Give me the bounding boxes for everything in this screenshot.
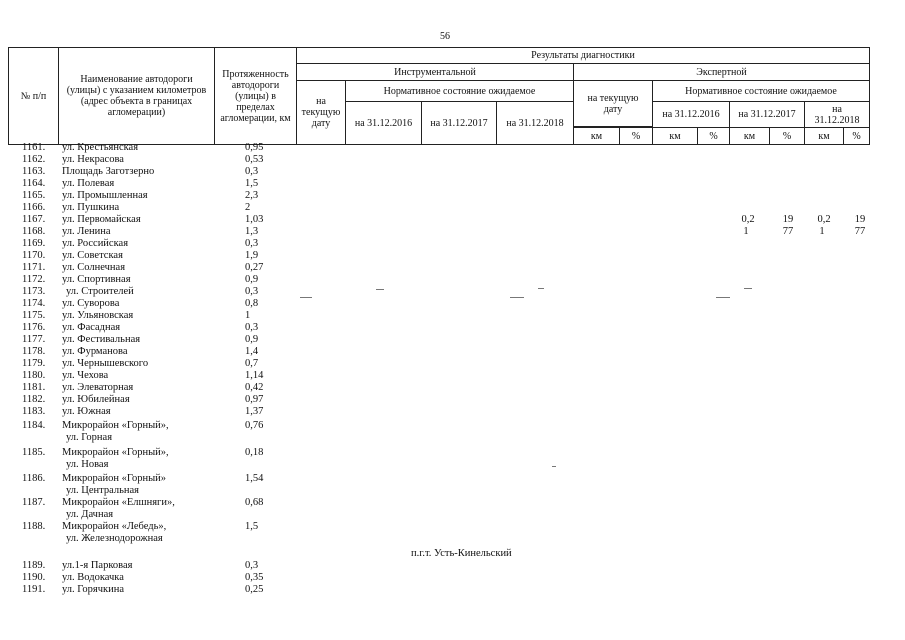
road-length: 1,5: [245, 178, 259, 189]
road-length: 0,42: [245, 382, 264, 393]
row-number: 1182.: [22, 394, 46, 405]
road-length: 0,7: [245, 358, 259, 369]
col-name-header: [58, 47, 215, 145]
table-row: [0, 202, 905, 214]
road-name: ул. Пушкина: [62, 202, 120, 213]
instr-normative-label: Нормативное состояние ожидаемое: [383, 85, 536, 97]
road-length: 0,53: [245, 154, 264, 165]
exp-2017-pct-value: 19: [782, 214, 794, 225]
row-number: 1173.: [22, 286, 46, 297]
exp-2018-label: на 31.12.2018: [814, 103, 860, 126]
table-row: [0, 322, 905, 334]
row-number: 1189.: [22, 560, 46, 571]
row-number: 1172.: [22, 274, 46, 285]
expert-label: Экспертной: [696, 66, 747, 78]
road-length: 0,25: [245, 584, 264, 595]
road-length: 0,95: [245, 142, 264, 153]
scan-speck: [744, 288, 752, 289]
results-label: Результаты диагностики: [531, 50, 635, 61]
instr-normative-header: [345, 80, 574, 102]
unit-pct: %: [782, 130, 792, 142]
row-number: 1174.: [22, 298, 46, 309]
unit-pct: %: [631, 130, 641, 142]
exp-2018-km-value: 1: [819, 226, 825, 237]
exp-current-date-header: [573, 80, 653, 127]
col-length-header: [214, 47, 297, 145]
road-length: 0,18: [245, 447, 264, 458]
exp-2018-pct-value: 77: [854, 226, 866, 237]
road-length: 1,37: [245, 406, 264, 417]
road-length: 1,54: [245, 473, 264, 484]
expert-header: [573, 63, 870, 81]
row-number: 1181.: [22, 382, 46, 393]
table-row: [0, 154, 905, 166]
row-number: 1175.: [22, 310, 46, 321]
col-num-header: [8, 47, 59, 145]
row-number: 1163.: [22, 166, 46, 177]
road-name: ул. Горячкина: [62, 584, 125, 595]
unit-km: км: [818, 130, 830, 142]
row-number: 1190.: [22, 572, 46, 583]
road-length: 2: [245, 202, 251, 213]
row-number: 1165.: [22, 190, 46, 201]
road-name: ул. Полевая: [62, 178, 115, 189]
road-length: 0,9: [245, 334, 259, 345]
road-name: ул. Ульяновская: [62, 310, 134, 321]
row-number: 1171.: [22, 262, 46, 273]
row-number: 1187.: [22, 497, 46, 508]
row-number: 1161.: [22, 142, 46, 153]
scan-speck: [510, 297, 524, 298]
table-row: [0, 572, 905, 584]
page-number: 56: [440, 31, 450, 42]
road-name-line2: ул. Железнодорожная: [66, 533, 163, 544]
road-name-line2: ул. Горная: [66, 432, 113, 443]
road-name: ул. Некрасова: [62, 154, 124, 165]
road-name-line1: Микрорайон «Елшняги»,: [62, 497, 175, 508]
road-name: ул.1-я Парковая: [62, 560, 133, 571]
road-name: ул. Элеваторная: [62, 382, 134, 393]
table-row: [0, 142, 905, 154]
table-row: [0, 262, 905, 274]
road-name: ул. Спортивная: [62, 274, 131, 285]
row-number: 1170.: [22, 250, 46, 261]
col-name-label: Наименование автодороги (улицы) с указанием километров (адрес объекта в границах агломерации): [66, 74, 207, 118]
road-length: 0,3: [245, 238, 259, 249]
road-length: 1,3: [245, 226, 259, 237]
road-name-line1: Микрорайон «Лебедь»,: [62, 521, 167, 532]
road-length: 1,03: [245, 214, 264, 225]
instrumental-label: Инструментальной: [394, 66, 476, 78]
exp-2017-km-value: 1: [743, 226, 749, 237]
scan-speck: [538, 288, 544, 289]
table-row: [0, 298, 905, 310]
table-row: [0, 420, 905, 444]
road-name: ул. Солнечная: [62, 262, 126, 273]
table-row: [0, 370, 905, 382]
exp-normative-label: Нормативное состояние ожидаемое: [685, 85, 837, 97]
table-row: [0, 190, 905, 202]
road-length: 1,5: [245, 521, 259, 532]
instr-current-date-header: [296, 80, 346, 145]
instr-current-date-label: на текущую дату: [301, 96, 341, 129]
scan-speck: [300, 297, 312, 298]
road-name-line1: Микрорайон «Горный»,: [62, 447, 169, 458]
col-length-label: Протяженность автодороги (улицы) в пределах агломерации, км: [220, 68, 291, 124]
road-name: ул. Строителей: [66, 286, 134, 297]
instrumental-header: [296, 63, 574, 81]
road-name-line2: ул. Центральная: [66, 485, 139, 496]
row-number: 1169.: [22, 238, 46, 249]
road-name: ул. Фурманова: [62, 346, 128, 357]
road-name-line2: ул. Новая: [66, 459, 109, 470]
instr-2018-label: на 31.12.2018: [506, 117, 564, 129]
row-number: 1185.: [22, 447, 46, 458]
table-row: [0, 310, 905, 322]
exp-normative-header: [652, 80, 870, 102]
scan-speck: [376, 289, 384, 290]
road-name: ул. Чернышевского: [62, 358, 149, 369]
table-row: [0, 274, 905, 286]
exp-current-date-label: на текущую дату: [587, 92, 639, 115]
table-row: [0, 584, 905, 596]
row-number: 1183.: [22, 406, 46, 417]
road-length: 0,3: [245, 166, 259, 177]
road-name: ул. Южная: [62, 406, 111, 417]
table-row: [0, 250, 905, 262]
table-row: [0, 358, 905, 370]
road-name-line1: Микрорайон «Горный»,: [62, 420, 169, 431]
road-length: 2,3: [245, 190, 259, 201]
road-name: ул. Водокачка: [62, 572, 124, 583]
table-row: [0, 473, 905, 497]
instr-2017-label: на 31.12.2017: [430, 117, 488, 129]
instr-2016-header: [345, 101, 422, 145]
road-length: 0,3: [245, 322, 259, 333]
results-header: [296, 47, 870, 64]
table-row: [0, 497, 905, 521]
unit-km: км: [669, 130, 681, 142]
row-number: 1166.: [22, 202, 46, 213]
road-name: ул. Фасадная: [62, 322, 121, 333]
road-length: 1,14: [245, 370, 264, 381]
table-row: [0, 226, 905, 238]
table-row: [0, 447, 905, 471]
instr-2017-header: [421, 101, 497, 145]
table-row: [0, 178, 905, 190]
road-length: 1: [245, 310, 251, 321]
road-name: ул. Советская: [62, 250, 123, 261]
instr-2016-label: на 31.12.2016: [354, 117, 413, 129]
row-number: 1191.: [22, 584, 46, 595]
exp-2017-km-value: 0,2: [741, 214, 755, 225]
table-row: [0, 286, 905, 298]
row-number: 1176.: [22, 322, 46, 333]
exp-2017-header: [729, 101, 805, 128]
exp-2018-pct-value: 19: [854, 214, 866, 225]
row-number: 1164.: [22, 178, 46, 189]
unit-km: км: [743, 130, 756, 142]
exp-2018-km-value: 0,2: [817, 214, 831, 225]
road-name-line2: ул. Дачная: [66, 509, 114, 520]
exp-2018-header: [804, 101, 870, 128]
road-name: ул. Юбилейная: [62, 394, 130, 405]
road-length: 0,97: [245, 394, 264, 405]
row-number: 1167.: [22, 214, 46, 225]
table-row: [0, 238, 905, 250]
row-number: 1179.: [22, 358, 46, 369]
road-length: 0,3: [245, 286, 259, 297]
road-name: Площадь Заготзерно: [62, 166, 155, 177]
unit-pct: %: [852, 130, 861, 142]
table-row: [0, 394, 905, 406]
road-name: ул. Промышленная: [62, 190, 148, 201]
table-row: [0, 214, 905, 226]
scan-speck: [716, 297, 730, 298]
row-number: 1168.: [22, 226, 46, 237]
road-name: ул. Ленина: [62, 226, 111, 237]
table-row: [0, 346, 905, 358]
road-length: 0,9: [245, 274, 259, 285]
road-length: 1,4: [245, 346, 259, 357]
road-length: 0,35: [245, 572, 264, 583]
unit-pct: %: [709, 130, 718, 142]
road-length: 1,9: [245, 250, 259, 261]
exp-2017-pct-value: 77: [782, 226, 794, 237]
col-num-label: № п/п: [20, 90, 47, 102]
row-number: 1162.: [22, 154, 46, 165]
row-number: 1184.: [22, 420, 46, 431]
road-name: ул. Фестивальная: [62, 334, 141, 345]
row-number: 1177.: [22, 334, 46, 345]
table-row: [0, 166, 905, 178]
section-title: п.г.т. Усть-Кинельский: [411, 548, 512, 559]
table-row: [0, 334, 905, 346]
row-number: 1180.: [22, 370, 46, 381]
road-length: 0,8: [245, 298, 259, 309]
road-name: ул. Чехова: [62, 370, 109, 381]
road-name: ул. Крестьянская: [62, 142, 139, 153]
road-name: ул. Суворова: [62, 298, 120, 309]
instr-2018-header: [496, 101, 574, 145]
exp-2017-label: на 31.12.2017: [738, 109, 796, 120]
unit-km: км: [590, 130, 603, 142]
road-length: 0,68: [245, 497, 264, 508]
scan-speck: [552, 466, 556, 467]
road-length: 0,3: [245, 560, 259, 571]
road-name: ул. Российская: [62, 238, 129, 249]
road-name: ул. Первомайская: [62, 214, 141, 225]
table-row: [0, 382, 905, 394]
table-row: [0, 560, 905, 572]
table-row: [0, 406, 905, 418]
road-length: 0,76: [245, 420, 264, 431]
road-name-line1: Микрорайон «Горный»: [62, 473, 167, 484]
exp-2016-label: на 31.12.2016: [662, 109, 720, 120]
row-number: 1188.: [22, 521, 46, 532]
row-number: 1186.: [22, 473, 46, 484]
road-length: 0,27: [245, 262, 264, 273]
table-row: [0, 521, 905, 545]
row-number: 1178.: [22, 346, 46, 357]
exp-2016-header: [652, 101, 730, 128]
